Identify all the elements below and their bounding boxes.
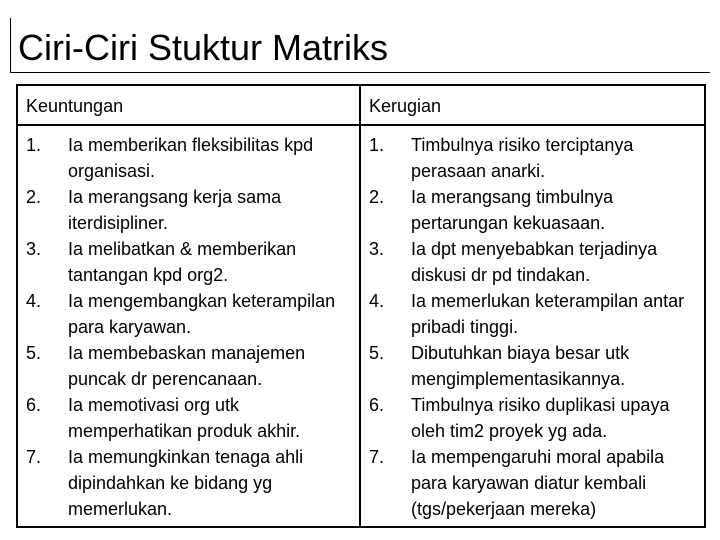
item-text: Dibutuhkan biaya besar utk mengimplementasikannya. [411, 343, 630, 389]
list-item [26, 236, 353, 288]
item-text: Ia membebaskan manajemen puncak dr perencanaan. [68, 343, 306, 389]
list-item [26, 288, 353, 340]
item-number: 5. [369, 343, 385, 363]
item-text: Ia merangsang kerja sama iterdisipliner. [68, 187, 282, 233]
list-item [26, 392, 353, 444]
title-frame-left-border [10, 18, 11, 73]
header-keuntungan: Keuntungan [17, 85, 360, 125]
item-number: 3. [26, 239, 42, 259]
keuntungan-cell [17, 125, 360, 527]
list-item [26, 444, 353, 522]
item-text: Ia mengembangkan keterampilan para karyawan. [68, 291, 336, 337]
list-item [369, 444, 698, 522]
list-item [369, 236, 698, 288]
item-number: 3. [369, 239, 385, 259]
item-text: Ia memberikan fleksibilitas kpd organisasi. [68, 135, 314, 181]
comparison-table [16, 84, 706, 528]
item-text: Ia memerlukan keterampilan antar pribadi tinggi. [411, 291, 685, 337]
item-number: 7. [26, 447, 42, 467]
list-item [26, 184, 353, 236]
item-number: 6. [369, 395, 385, 415]
slide-title: Ciri-Ciri Stuktur Matriks [18, 27, 389, 68]
list-item [26, 132, 353, 184]
item-number: 4. [26, 291, 42, 311]
item-text: Ia mempengaruhi moral apabila para karyawan diatur kembali (tgs/pekerjaan mereka) [411, 447, 665, 519]
item-number: 2. [26, 187, 42, 207]
keuntungan-list [26, 132, 353, 522]
item-text: Timbulnya risiko terciptanya perasaan anarki. [411, 135, 634, 181]
item-number: 7. [369, 447, 385, 467]
kerugian-list [369, 132, 698, 522]
item-number: 4. [369, 291, 385, 311]
table-header-row [17, 85, 705, 125]
list-item [369, 288, 698, 340]
list-item [369, 132, 698, 184]
item-number: 5. [26, 343, 42, 363]
item-number: 1. [369, 135, 385, 155]
item-number: 2. [369, 187, 385, 207]
item-number: 6. [26, 395, 42, 415]
kerugian-cell [360, 125, 705, 527]
list-item [369, 392, 698, 444]
list-item [369, 340, 698, 392]
item-text: Ia melibatkan & memberikan tantangan kpd org2. [68, 239, 297, 285]
list-item [369, 184, 698, 236]
item-text: Ia memungkinkan tenaga ahli dipindahkan ke bidang yg memerlukan. [68, 447, 304, 519]
item-number: 1. [26, 135, 42, 155]
table-row [17, 125, 705, 527]
item-text: Ia memotivasi org utk memperhatikan produk akhir. [68, 395, 301, 441]
item-text: Timbulnya risiko duplikasi upaya oleh tim2 proyek yg ada. [411, 395, 670, 441]
item-text: Ia merangsang timbulnya pertarungan kekuasaan. [411, 187, 614, 233]
item-text: Ia dpt menyebabkan terjadinya diskusi dr pd tindakan. [411, 239, 658, 285]
title-underline [10, 72, 710, 73]
header-kerugian: Kerugian [360, 85, 705, 125]
list-item [26, 340, 353, 392]
